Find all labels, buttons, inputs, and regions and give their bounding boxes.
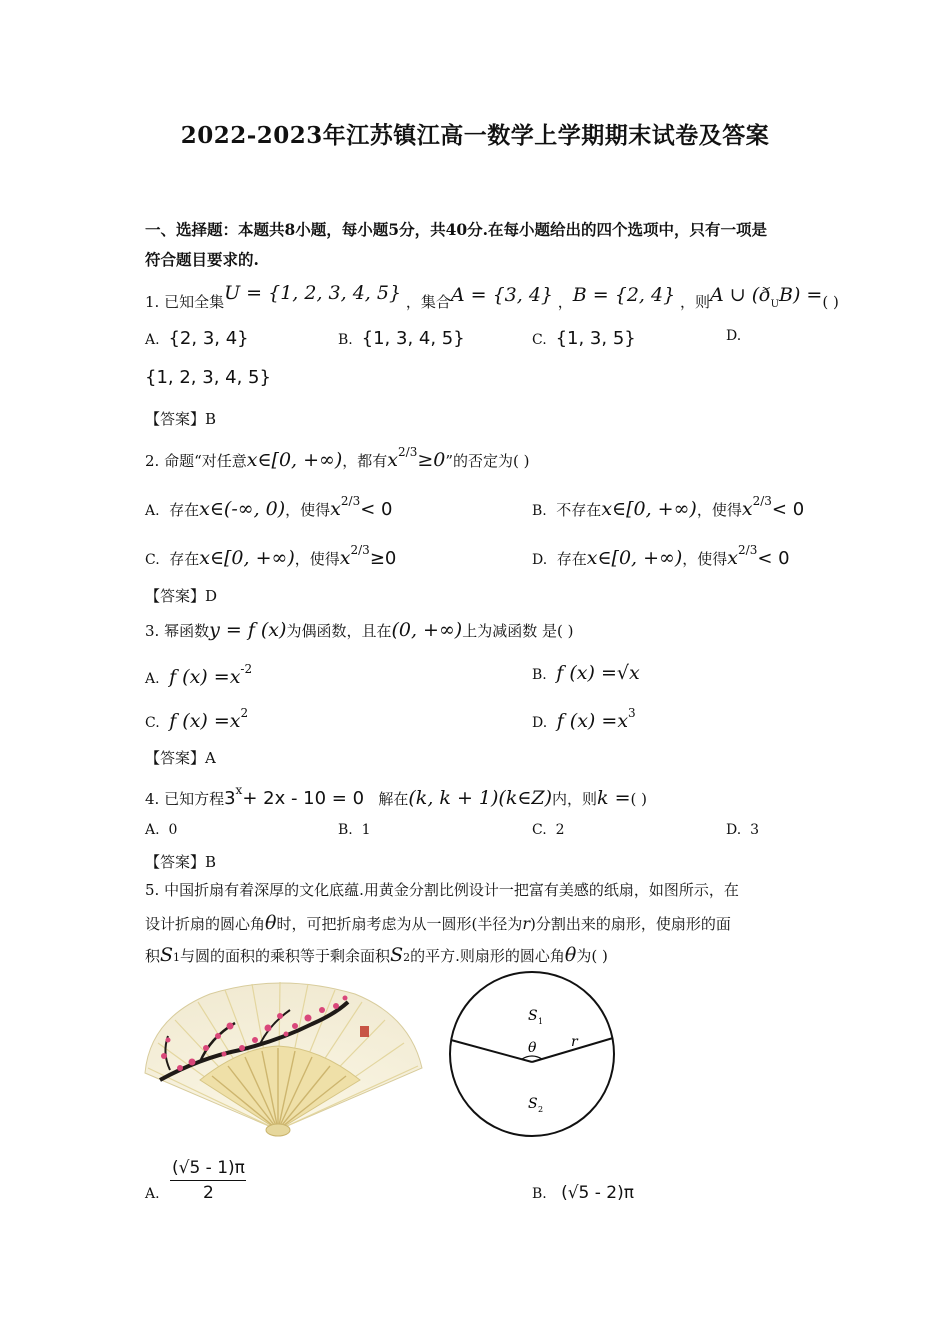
q3-answer: 【答案】A <box>145 749 216 767</box>
q2-option-d: D. 存在x∈[0, +∞)，使得$x^{2/3}< 0$ <box>532 543 790 569</box>
q1-option-a: A. {2, 3, 4} <box>145 328 249 349</box>
q5-option-b: B. (√5 - 2)π <box>532 1183 634 1203</box>
q5-option-a-denominator: 2 <box>203 1183 214 1203</box>
q3-option-b: B. f (x) =√x <box>532 662 640 684</box>
q2-option-b: B. 不存在x∈[0, +∞)，使得$x^{2/3}< 0$ <box>532 494 805 520</box>
q5-option-a-fraction <box>170 1158 247 1203</box>
question-4-stem: 4. 已知方程$3^x+ 2x - 10 = 0$ 解在(k, k + 1)(k∈Z)内，则k =( ) <box>145 783 647 809</box>
q1-option-d-label: D. <box>726 328 742 344</box>
question-1-stem: 1. 已知全集U = {1, 2, 3, 4, 5} ，集合A = {3, 4} ，B = {2, 4} ，则A ∪ (ðUB) =( ) <box>145 282 839 311</box>
document-title: 2022-2023年江苏镇江高一数学上学期期末试卷及答案 <box>180 122 770 149</box>
q3-option-a: A. f $(x) =x^{-2}$ <box>145 662 253 688</box>
q2-option-a: A. 存在x∈(-∞, 0)，使得$x^{2/3}< 0$ <box>145 494 393 520</box>
question-5-line1: 5. 中国折扇有着深厚的文化底蕴.用黄金分割比例设计一把富有美感的纸扇，如图所示，在 <box>145 881 739 899</box>
diagram-label-s1: S <box>528 1008 538 1024</box>
q3-option-c: C. f $(x) =x^2$ <box>145 706 249 732</box>
diagram-label-r: r <box>571 1034 578 1050</box>
q5-option-a-numerator: (√5 - 1)π <box>172 1158 245 1178</box>
q4-option-d: D. 3 <box>726 822 760 838</box>
q1-option-b: B. {1, 3, 4, 5} <box>338 328 465 349</box>
circle-sector-diagram <box>448 968 618 1138</box>
q4-option-b: B. 1 <box>338 822 371 838</box>
q3-option-d: D. f $(x) =x^3$ <box>532 706 636 732</box>
question-2-stem: 2. 命题“对任意x∈[0, +∞)，都有$x^{2/3}\ge 0$”的否定为( ) <box>145 445 530 471</box>
q4-option-c: C. 2 <box>532 822 565 838</box>
section-heading-line2: 符合题目要求的. <box>145 250 259 269</box>
question-5-line2: 设计折扇的圆心角θ时，可把折扇考虑为从一圆形(半径为r)分割出来的扇形，使扇形的面 <box>145 912 731 934</box>
diagram-label-theta: θ <box>528 1040 537 1056</box>
q1-option-c: C. {1, 3, 5} <box>532 328 636 349</box>
question-3-stem: 3. 幂函数y = f (x)为偶函数，且在(0, +∞)上为减函数 是( ) <box>145 619 574 641</box>
diagram-label-s2-sub: 2 <box>538 1105 544 1114</box>
diagram-label-s2: S <box>528 1096 538 1112</box>
folding-fan-image <box>140 978 425 1140</box>
q4-option-a: A. 0 <box>145 822 178 838</box>
q1-answer: 【答案】B <box>145 410 217 428</box>
q2-option-c: C. 存在x∈[0, +∞)，使得$x^{2/3}\ge 0$ <box>145 543 397 569</box>
question-5-line3: 积S1与圆的面积的乘积等于剩余面积S2的平方.则扇形的圆心角θ为( ) <box>145 944 608 966</box>
q5-option-a-label: A. <box>145 1186 160 1202</box>
q1-option-d-value: {1, 2, 3, 4, 5} <box>145 367 271 388</box>
q4-answer: 【答案】B <box>145 853 217 871</box>
section-heading-line1: 一、选择题：本题共8小题，每小题5分，共40分.在每小题给出的四个选项中，只有一项是 <box>145 220 768 239</box>
diagram-label-s1-sub: 1 <box>538 1017 544 1026</box>
q2-answer: 【答案】D <box>145 587 218 605</box>
